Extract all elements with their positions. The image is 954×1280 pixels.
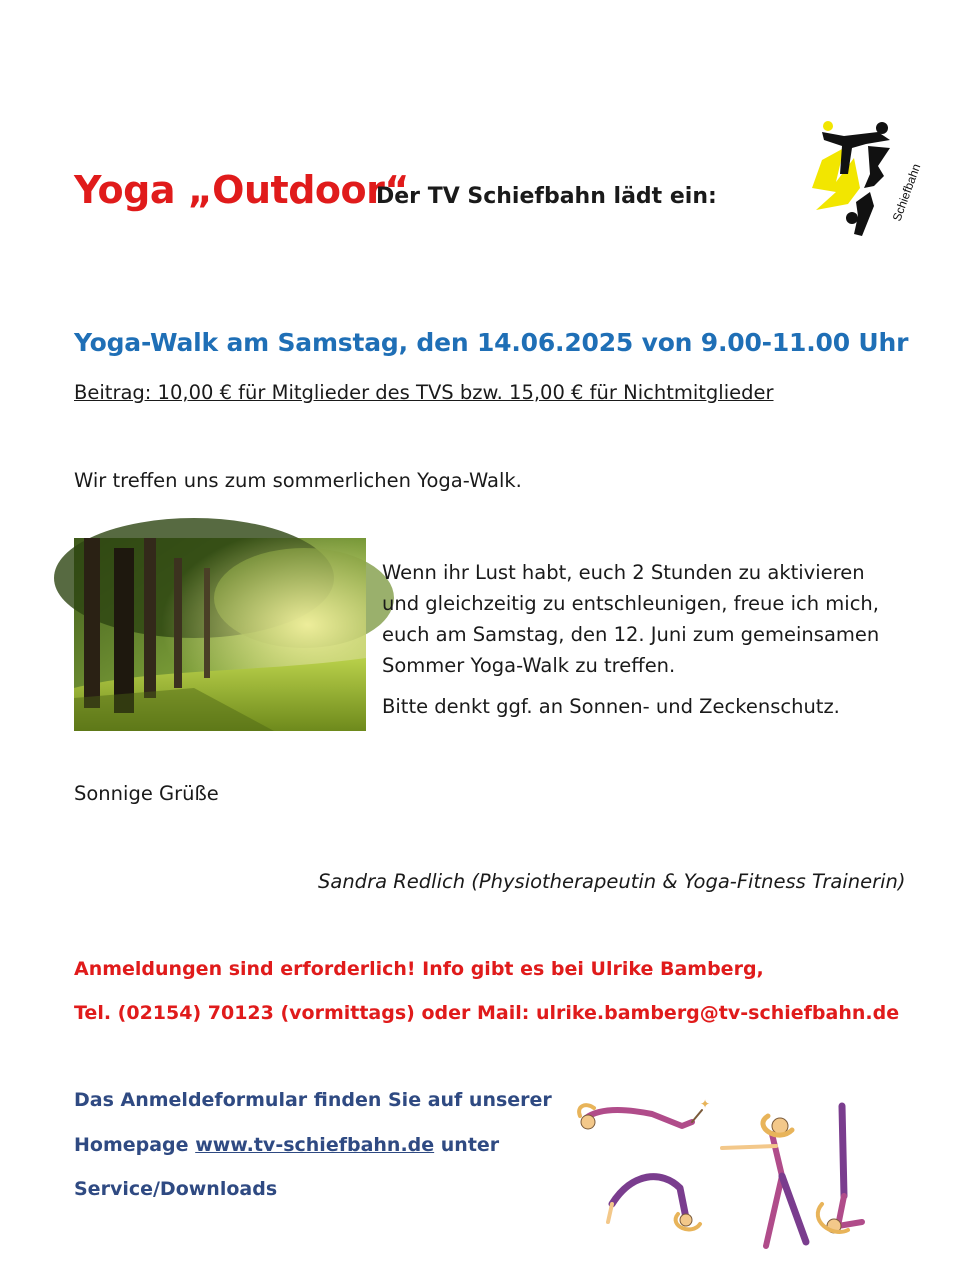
logo-text: Schiefbahn: [889, 161, 924, 224]
footer-line-1: Das Anmeldeformular finden Sie auf unserer: [74, 1089, 552, 1111]
registration-line-2: Tel. (02154) 70123 (vormittags) oder Mail: ulrike.bamberg@tv-schiefbahn.de: [74, 1002, 900, 1024]
yoga-figures-illustration: [572, 1096, 892, 1256]
event-fee: Beitrag: 10,00 € für Mitglieder des TVS bzw. 15,00 € für Nichtmitglieder: [74, 381, 774, 404]
paragraph-invitation: Wenn ihr Lust habt, euch 2 Stunden zu aktivieren und gleichzeitig zu entschleunigen, freue ich mich, euch am Samstag, den 12. Juni zum gemeinsamen Sommer Yoga-Walk zu treffen.: [382, 561, 880, 677]
forest-photo: [74, 538, 366, 731]
footer-line-2: [74, 1134, 499, 1156]
event-intro: Wir treffen uns zum sommerlichen Yoga-Walk.: [74, 469, 522, 492]
footer-line-3: Service/Downloads: [74, 1178, 278, 1200]
greeting: Sonnige Grüße: [74, 782, 219, 805]
svg-text:✦: ✦: [700, 1097, 711, 1111]
main-text: [382, 557, 882, 722]
tv-schiefbahn-logo: [808, 118, 924, 246]
footer-under-label: unter: [440, 1134, 500, 1156]
homepage-link[interactable]: www.tv-schiefbahn.de: [195, 1134, 435, 1156]
footer-homepage-label: Homepage: [74, 1134, 189, 1156]
registration-line-1: Anmeldungen sind erforderlich! Info gibt es bei Ulrike Bamberg,: [74, 958, 764, 980]
event-heading: Yoga-Walk am Samstag, den 14.06.2025 von 9.00-11.00 Uhr: [74, 328, 909, 357]
signature: Sandra Redlich (Physiotherapeutin & Yoga-Fitness Trainerin): [318, 870, 906, 893]
paragraph-reminder: Bitte denkt ggf. an Sonnen- und Zeckenschutz.: [382, 695, 840, 718]
page-title: Yoga „Outdoor“: [74, 168, 409, 212]
page-subtitle: Der TV Schiefbahn lädt ein:: [376, 184, 717, 209]
